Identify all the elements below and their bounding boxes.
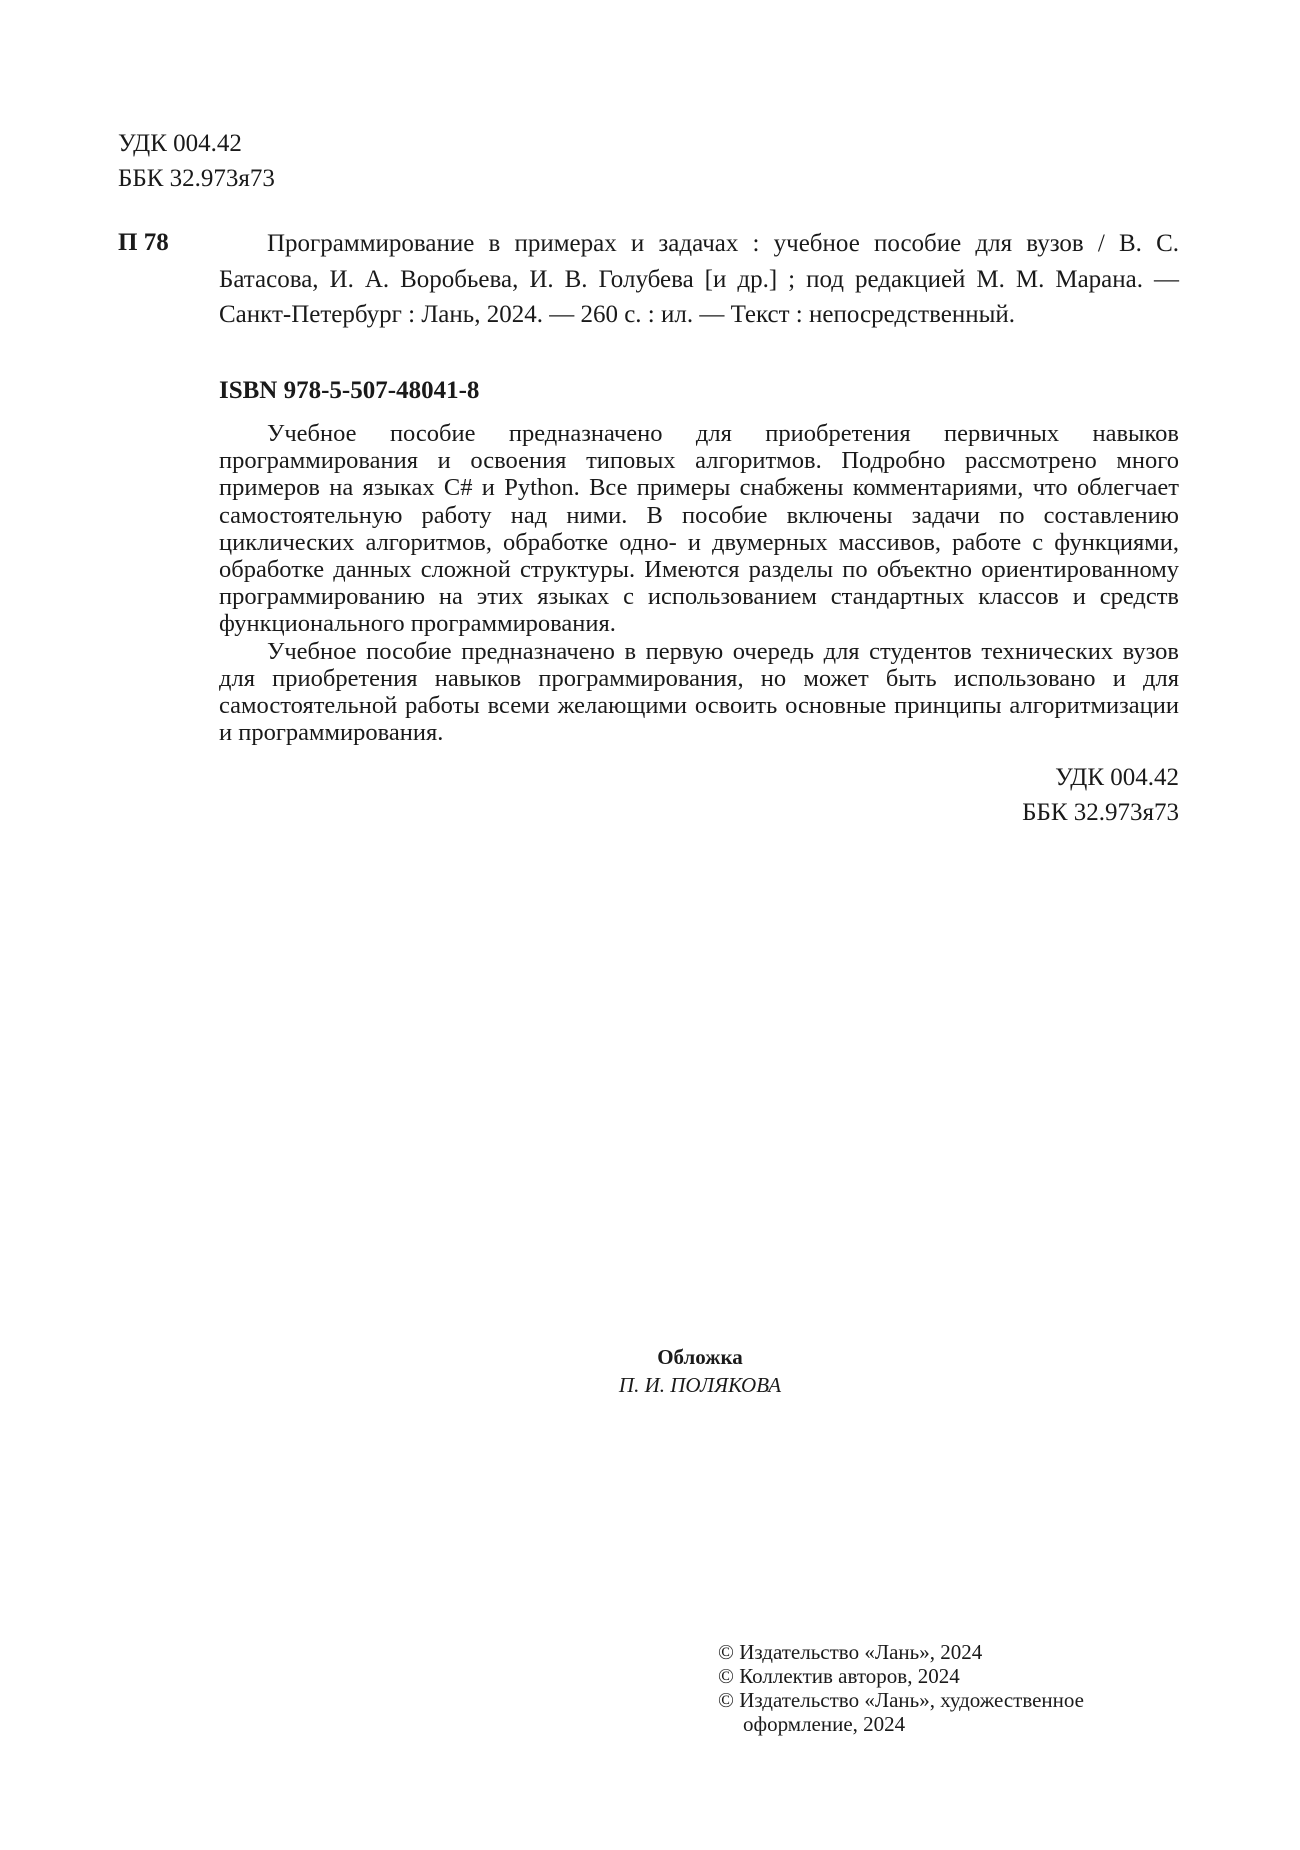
classification-codes-top xyxy=(118,126,275,196)
abstract-paragraph: Учебное пособие предназначено для приобретения первичных навыков программирования и освоения типовых алгоритмов. Подробно рассмотрено много примеров на языках C# и Python. Все примеры снабжены комментариями, что облегчает самостоятельную работу над ними. В пособие включены задачи по составлению циклических алгоритмов, обработке одно- и двумерных массивов, работе с функциями, обработке данных сложной структуры. Имеются разделы по объектно ориентированному программированию на этих языках с использованием стандартных классов и средств функционального программирования. xyxy=(219,420,1179,638)
bbk-code: ББК 32.973я73 xyxy=(118,165,275,192)
author-mark: П 78 xyxy=(118,229,169,256)
cover-designer-name: П. И. ПОЛЯКОВА xyxy=(618,1373,782,1397)
copyright-line: оформление, 2024 xyxy=(743,1712,906,1736)
cover-label: Обложка xyxy=(657,1345,743,1369)
copyright-line: © Коллектив авторов, 2024 xyxy=(718,1664,960,1688)
udk-code: УДК 004.42 xyxy=(118,130,242,157)
bbk-code: ББК 32.973я73 xyxy=(1022,799,1179,826)
udk-code: УДК 004.42 xyxy=(1055,764,1179,791)
copyright-block xyxy=(718,1640,1084,1736)
abstract xyxy=(219,420,1179,746)
abstract-paragraph: Учебное пособие предназначено в первую очередь для студентов технических вузов для приобретения навыков программирования, но может быть использовано и для самостоятельной работы всеми желающими освоить основные принципы алгоритмизации и программирования. xyxy=(219,637,1179,747)
copyright-line: © Издательство «Лань», 2024 xyxy=(718,1640,983,1664)
copyright-line: © Издательство «Лань», художественное xyxy=(718,1688,1084,1712)
bibliographic-record: Программирование в примерах и задачах : учебное пособие для вузов / В. С. Батасова, И. А. Воробьева, И. В. Голубева [и др.] ; под редакцией М. М. Марана. — Санкт-Петербург : Лань, 2024. — 260 с. : ил. — Текст : непосредственный. xyxy=(219,230,1179,328)
classification-codes-bottom xyxy=(1022,760,1179,830)
isbn: ISBN 978-5-507-48041-8 xyxy=(219,377,480,404)
cover-credit xyxy=(0,1343,1300,1399)
